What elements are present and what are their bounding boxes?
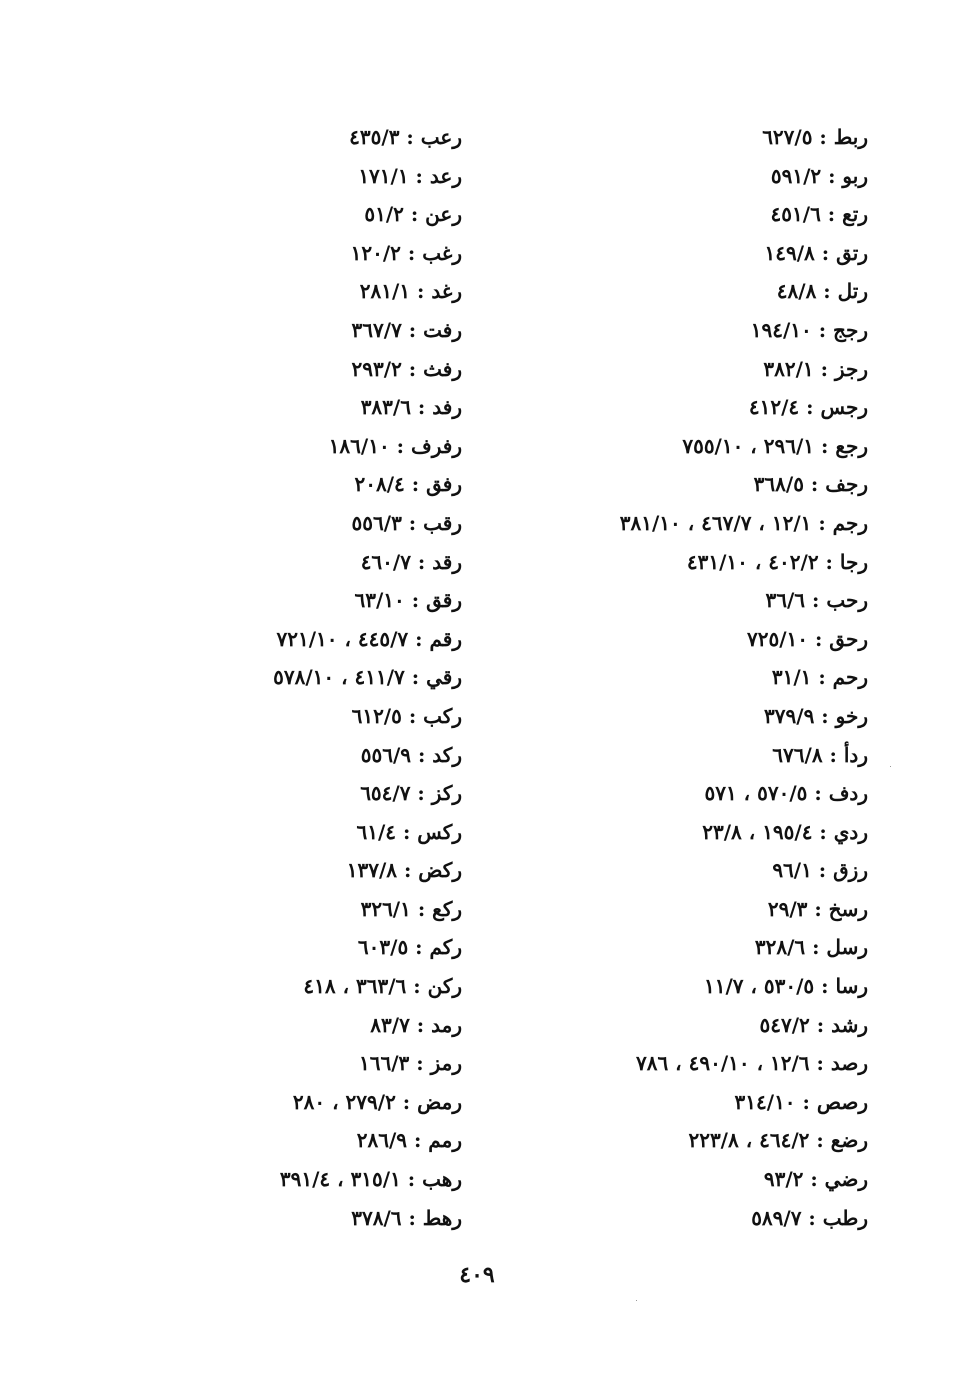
index-entry: رفد : ٣٨٣/٦ bbox=[360, 395, 462, 420]
index-entry: رغد : ٢٨١/١ bbox=[359, 279, 462, 304]
index-entry: ردف : ٥٧٠/٥ ، ٥٧١ bbox=[704, 781, 868, 806]
index-entry: رجس : ٤١٢/٤ bbox=[748, 395, 868, 420]
index-entry: رفث : ٢٩٣/٢ bbox=[351, 356, 462, 381]
index-entry: ركن : ٣٦٣/٦ ، ٤١٨ bbox=[303, 974, 462, 999]
index-entry: ركب : ٦١٢/٥ bbox=[351, 703, 462, 728]
index-entry: رخو : ٣٧٩/٩ bbox=[764, 703, 868, 728]
index-entry: رسخ : ٢٩/٣ bbox=[767, 896, 868, 921]
index-entry: رجز : ٣٨٢/١ bbox=[763, 356, 868, 381]
index-entry: ركع : ٣٢٦/١ bbox=[360, 896, 462, 921]
scan-speck bbox=[890, 766, 891, 767]
index-entry: رقد : ٤٦٠/٧ bbox=[360, 549, 462, 574]
index-entry: رفت : ٣٦٧/٧ bbox=[351, 317, 462, 342]
index-entry: رهب : ٣١٥/١ ، ٣٩١/٤ bbox=[279, 1167, 462, 1192]
index-entry: رعد : ١٧١/١ bbox=[358, 163, 462, 188]
index-entry: ربو : ٥٩١/٢ bbox=[770, 163, 868, 188]
index-entry: رسا : ٥٣٠/٥ ، ١١/٧ bbox=[703, 974, 868, 999]
index-column-left bbox=[202, 118, 462, 1237]
index-entry: رعن : ٥١/٢ bbox=[364, 202, 462, 227]
index-entry: رهط : ٣٧٨/٦ bbox=[351, 1205, 462, 1230]
index-entry: رضي : ٩٣/٢ bbox=[763, 1167, 868, 1192]
index-entry: رحق : ٧٢٥/١٠ bbox=[746, 626, 868, 651]
scan-speck bbox=[636, 1300, 637, 1301]
index-entry: ركم : ٦٠٣/٥ bbox=[357, 935, 462, 960]
index-entry: رصص : ٣١٤/١٠ bbox=[734, 1089, 868, 1114]
index-entry: رغب : ١٢٠/٢ bbox=[350, 240, 462, 265]
index-entry: رجج : ١٩٤/١٠ bbox=[750, 317, 868, 342]
index-entry: رفرف : ١٨٦/١٠ bbox=[328, 433, 462, 458]
index-entry: رمم : ٢٨٦/٩ bbox=[356, 1128, 462, 1153]
index-entry: ركد : ٥٥٦/٩ bbox=[360, 742, 462, 767]
index-entry: ركض : ١٣٧/٨ bbox=[346, 858, 462, 883]
index-entry: رشد : ٥٤٧/٢ bbox=[759, 1012, 868, 1037]
index-entry: رحب : ٣٦/٦ bbox=[765, 588, 868, 613]
index-entry: رجم : ١٢/١ ، ٤٦٧/٧ ، ٣٨١/١٠ bbox=[619, 510, 868, 535]
index-entry: رقق : ٦٣/١٠ bbox=[354, 588, 462, 613]
index-entry: رتل : ٤٨/٨ bbox=[776, 279, 868, 304]
index-entry: ردي : ١٩٥/٤ ، ٢٣/٨ bbox=[702, 819, 868, 844]
index-entry: رجف : ٣٦٨/٥ bbox=[753, 472, 868, 497]
index-column-right bbox=[538, 118, 868, 1237]
page-number: ٤٠٩ bbox=[459, 1262, 495, 1288]
index-entry: رزق : ٩٦/١ bbox=[772, 858, 868, 883]
index-entry: رفق : ٢٠٨/٤ bbox=[354, 472, 462, 497]
index-entry: رجع : ٢٩٦/١ ، ٧٥٥/١٠ bbox=[682, 433, 868, 458]
index-entry: ردأ : ٦٧٦/٨ bbox=[772, 742, 868, 767]
index-entry: رقب : ٥٥٦/٣ bbox=[351, 510, 462, 535]
index-entry: رتق : ١٤٩/٨ bbox=[764, 240, 868, 265]
index-entry: رمز : ١٦٦/٣ bbox=[359, 1051, 462, 1076]
index-entry: رتع : ٤٥١/٦ bbox=[770, 202, 868, 227]
index-entry: رحم : ٣١/١ bbox=[771, 665, 868, 690]
index-entry: رضع : ٤٦٤/٢ ، ٢٢٣/٨ bbox=[688, 1128, 868, 1153]
index-entry: رصد : ١٢/٦ ، ٤٩٠/١٠ ، ٧٨٦ bbox=[635, 1051, 868, 1076]
index-entry: ربط : ٦٢٧/٥ bbox=[762, 125, 868, 149]
index-entry: رطب : ٥٨٩/٧ bbox=[751, 1205, 868, 1230]
index-entry: رمد : ٨٣/٧ bbox=[370, 1012, 462, 1037]
index-entry: رقم : ٤٤٥/٧ ، ٧٢١/١٠ bbox=[276, 626, 462, 651]
index-entry: رجا : ٤٠٢/٢ ، ٤٣١/١٠ bbox=[686, 549, 868, 574]
index-entry: رقي : ٤١١/٧ ، ٥٧٨/١٠ bbox=[273, 665, 462, 690]
index-entry: رعب : ٤٣٥/٣ bbox=[349, 125, 462, 149]
index-entry: ركس : ٦١/٤ bbox=[356, 819, 462, 844]
index-entry: ركز : ٦٥٤/٧ bbox=[360, 781, 462, 806]
index-entry: رسل : ٣٢٨/٦ bbox=[754, 935, 868, 960]
index-entry: رمض : ٢٧٩/٢ ، ٢٨٠ bbox=[292, 1089, 462, 1114]
